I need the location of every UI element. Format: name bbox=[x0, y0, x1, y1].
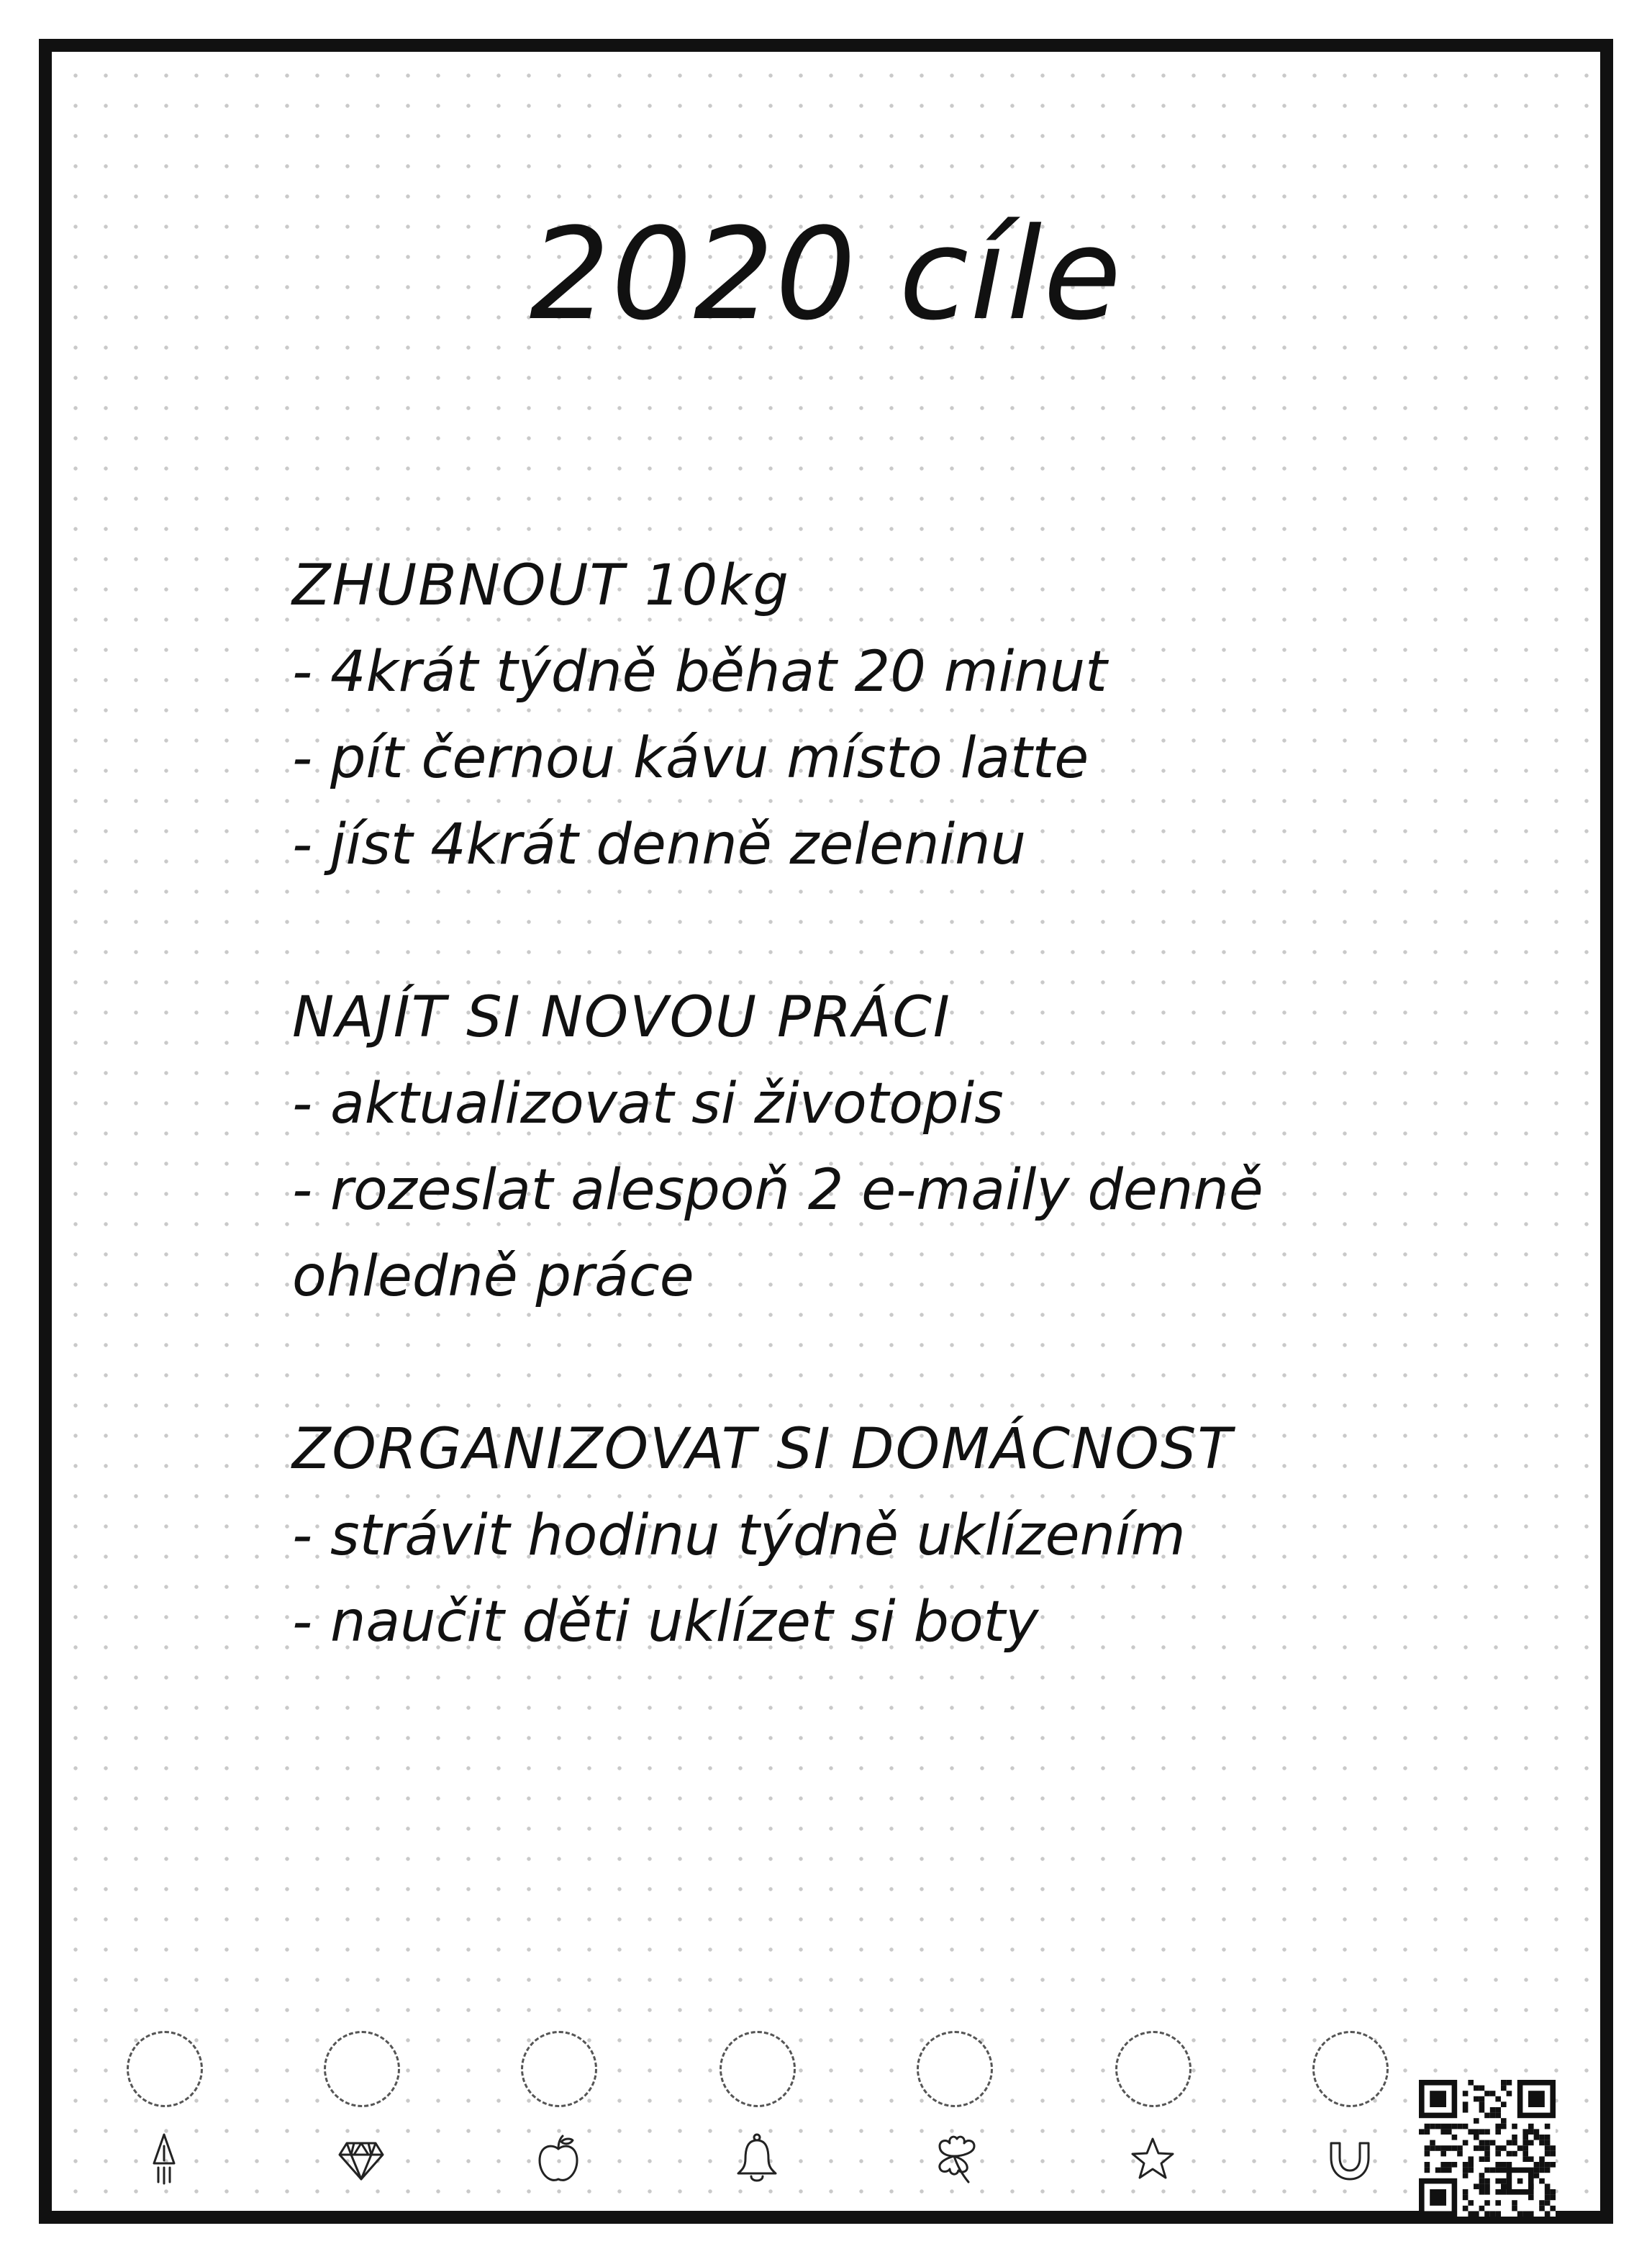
clover-icon bbox=[930, 2132, 979, 2185]
tracker-bell bbox=[714, 2031, 800, 2196]
apple-icon bbox=[534, 2132, 583, 2185]
goals-list bbox=[292, 543, 1515, 1752]
bell-icon bbox=[732, 2132, 781, 2185]
tracker-circle[interactable] bbox=[1312, 2031, 1389, 2107]
goal-item: - aktualizovat si životopis bbox=[292, 1072, 1004, 1136]
horseshoe-icon bbox=[1325, 2132, 1374, 2185]
tracker-horseshoe bbox=[1307, 2031, 1393, 2196]
tracker-circle[interactable] bbox=[720, 2031, 796, 2107]
goal-job bbox=[292, 974, 1515, 1320]
goal-item: - jíst 4krát denně zeleninu bbox=[292, 813, 1027, 877]
star-icon bbox=[1128, 2132, 1177, 2185]
tracker-icon-row bbox=[52, 2031, 1600, 2196]
tracker-circle[interactable] bbox=[521, 2031, 597, 2107]
tracker-circle[interactable] bbox=[1115, 2031, 1192, 2107]
goal-heading: ZHUBNOUT 10kg bbox=[292, 553, 790, 618]
goal-heading: NAJÍT SI NOVOU PRÁCI bbox=[292, 985, 951, 1050]
tracker-star bbox=[1109, 2031, 1196, 2196]
goal-item: - 4krát týdně běhat 20 minut bbox=[292, 640, 1107, 705]
goal-item: - pít černou kávu místo latte bbox=[292, 726, 1089, 791]
tracker-clover bbox=[911, 2031, 997, 2196]
goal-weight bbox=[292, 543, 1515, 888]
page-frame bbox=[39, 39, 1613, 2224]
goal-item: - strávit hodinu týdně uklízením bbox=[292, 1503, 1186, 1568]
tracker-circle[interactable] bbox=[324, 2031, 400, 2107]
tracker-circle[interactable] bbox=[127, 2031, 203, 2107]
goal-home bbox=[292, 1406, 1515, 1665]
page-title: 2020 cíle bbox=[529, 201, 1123, 348]
qr-pattern bbox=[1419, 2080, 1556, 2217]
tracker-rocket bbox=[121, 2031, 207, 2196]
diamond-icon bbox=[337, 2132, 386, 2185]
rocket-icon bbox=[140, 2132, 189, 2185]
goal-heading: ZORGANIZOVAT SI DOMÁCNOST bbox=[292, 1417, 1233, 1482]
goal-item: - rozeslat alespoň 2 e-maily denně ohledně práce bbox=[292, 1158, 1263, 1309]
tracker-apple bbox=[515, 2031, 602, 2196]
goal-item: - naučit děti uklízet si boty bbox=[292, 1590, 1039, 1655]
qr-code bbox=[1419, 2080, 1556, 2217]
tracker-diamond bbox=[318, 2031, 404, 2196]
tracker-circle[interactable] bbox=[917, 2031, 993, 2107]
